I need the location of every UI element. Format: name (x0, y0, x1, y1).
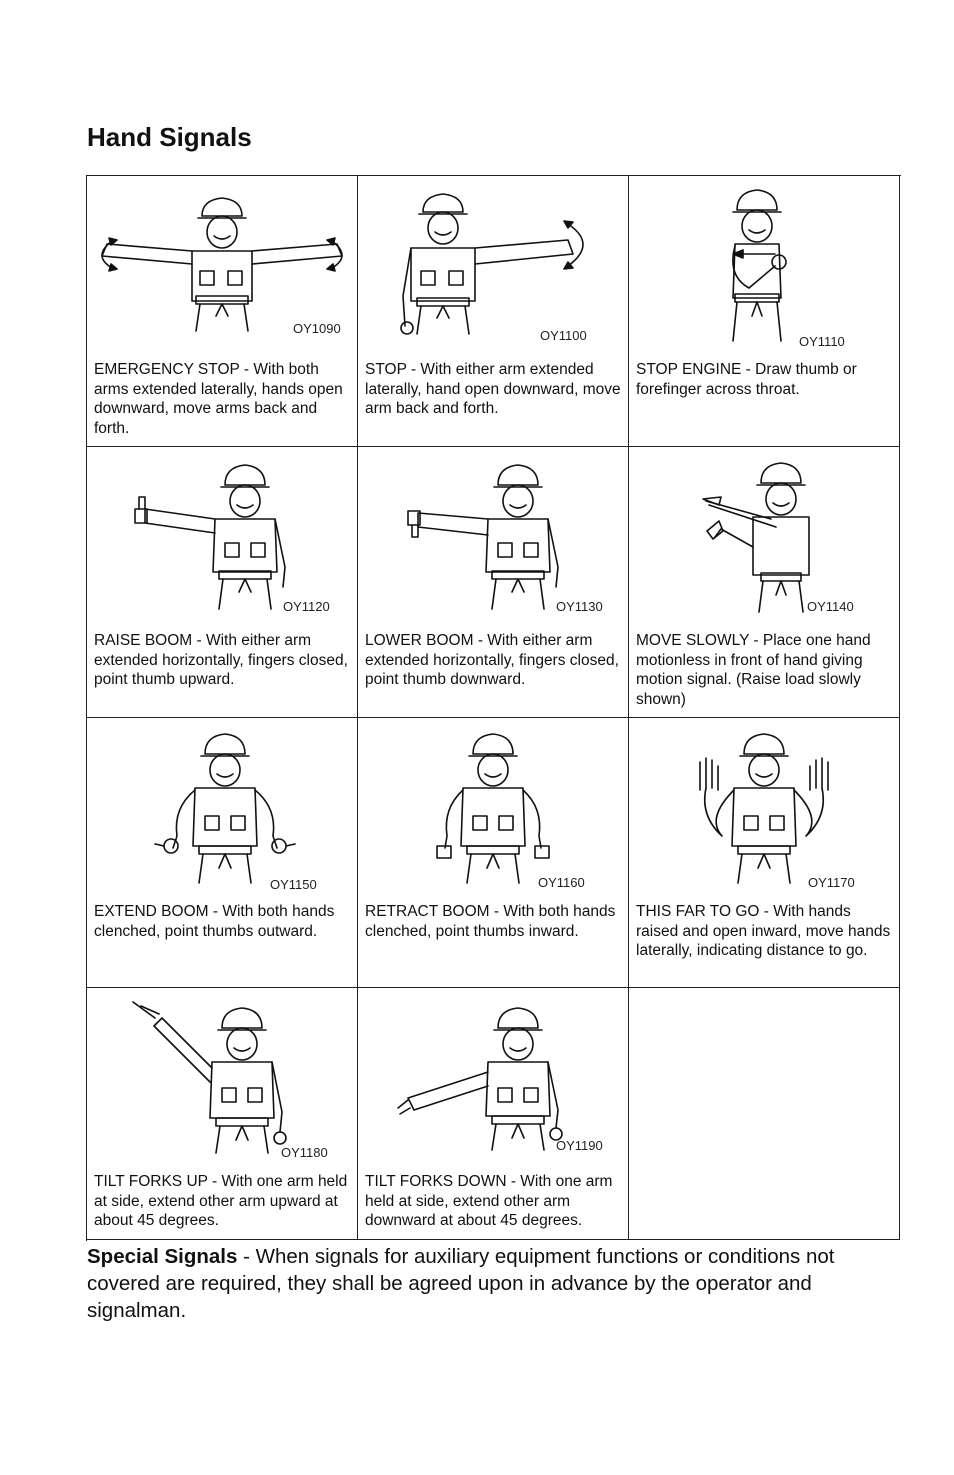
signal-code: OY1150 (270, 877, 317, 892)
signal-cell-extend-boom (87, 718, 358, 988)
signal-cell-lower-boom (358, 447, 629, 718)
signal-caption: RAISE BOOM - With either arm extended horizontally, fingers closed, point thumb upward. (94, 632, 348, 688)
signal-code: OY1140 (807, 599, 854, 614)
signal-cell-tilt-forks-up (87, 988, 358, 1240)
signal-caption: STOP ENGINE - Draw thumb or forefinger across throat. (636, 361, 857, 398)
signal-cell-tilt-forks-down (358, 988, 629, 1240)
worker-illustration-extend-boom (87, 718, 357, 903)
signal-cell-move-slowly (629, 447, 900, 718)
signal-code: OY1120 (283, 599, 330, 614)
signal-code: OY1160 (538, 875, 585, 890)
worker-illustration-move-slowly (629, 447, 899, 632)
signal-caption: EXTEND BOOM - With both hands clenched, point thumbs outward. (94, 903, 335, 940)
signal-caption: THIS FAR TO GO - With hands raised and open inward, move hands laterally, indicating distance to go. (636, 903, 891, 959)
signal-caption: STOP - With either arm extended laterally, hand open downward, move arm back and forth. (365, 361, 621, 417)
signal-cell-this-far-to-go (629, 718, 900, 988)
signal-cell-emergency-stop (87, 176, 358, 447)
signal-code: OY1180 (281, 1145, 328, 1160)
signal-cell-stop (358, 176, 629, 447)
signal-caption: EMERGENCY STOP - With both arms extended laterally, hands open downward, move arms back and forth. (94, 361, 343, 437)
worker-illustration-stop (358, 176, 628, 361)
signal-cell-empty (629, 988, 900, 1240)
hand-signals-table (86, 175, 901, 1241)
worker-illustration-stop-engine (629, 176, 899, 361)
signal-code: OY1110 (799, 334, 845, 349)
signal-caption: TILT FORKS DOWN - With one arm held at side, extend other arm downward at about 45 degrees. (365, 1173, 613, 1229)
worker-illustration-retract-boom (358, 718, 628, 903)
special-signals-label: Special Signals (87, 1245, 238, 1268)
signal-caption: TILT FORKS UP - With one arm held at side, extend other arm upward at about 45 degrees. (94, 1173, 348, 1229)
signal-code: OY1090 (293, 321, 341, 336)
signal-caption: MOVE SLOWLY - Place one hand motionless in front of hand giving motion signal. (Raise load slowly shown) (636, 632, 871, 708)
page-title: Hand Signals (87, 122, 252, 152)
signal-cell-raise-boom (87, 447, 358, 718)
special-signals-note (87, 1243, 907, 1324)
signal-code: OY1190 (556, 1138, 603, 1153)
special-signals-text: - When signals for auxiliary equipment functions or conditions not covered are required, they shall be agreed upon in advance by the operator and signalman. (87, 1245, 835, 1322)
worker-illustration-this-far-to-go (629, 718, 899, 903)
signal-caption: LOWER BOOM - With either arm extended horizontally, fingers closed, point thumb downward. (365, 632, 619, 688)
signal-code: OY1100 (540, 328, 587, 343)
signal-cell-retract-boom (358, 718, 629, 988)
signal-code: OY1170 (808, 875, 855, 890)
signal-cell-stop-engine (629, 176, 900, 447)
signal-caption: RETRACT BOOM - With both hands clenched, point thumbs inward. (365, 903, 616, 940)
signal-code: OY1130 (556, 599, 603, 614)
